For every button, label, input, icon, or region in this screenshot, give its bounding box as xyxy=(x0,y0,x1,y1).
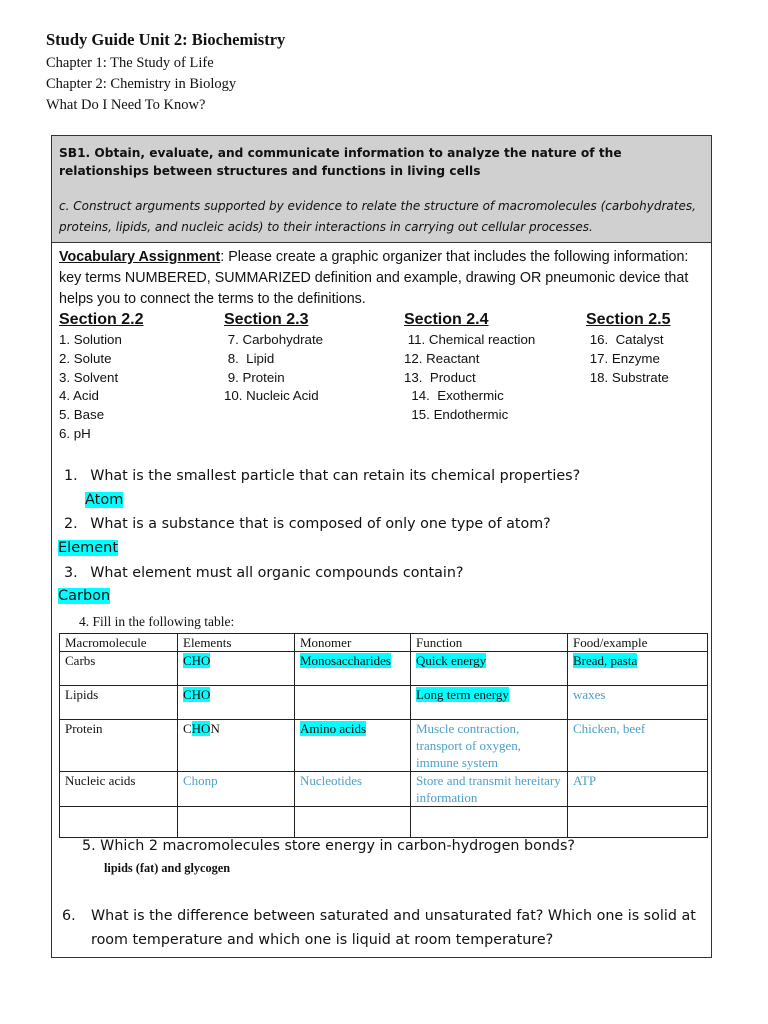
term: 4. Acid xyxy=(59,388,99,404)
question-text: What is the difference between saturated and unsaturated fat? Which one is solid at room temperature and which one is liquid at room temperature? xyxy=(91,908,696,948)
vocabulary-text: : Please create a graphic organizer that includes the following information: key terms NUMBERED, SUMMARIZED definition and example, drawing OR pneumonic device that helps you to connect the terms to the definitions. xyxy=(59,249,689,307)
term: 15. Endothermic xyxy=(404,407,509,423)
table-row-empty xyxy=(60,807,708,838)
cell-text: Long term energy xyxy=(416,687,509,702)
cell-text: Amino acids xyxy=(300,721,367,736)
cell-name: Lipids xyxy=(60,686,178,720)
cell-elements xyxy=(178,686,295,720)
term: 12. Reactant xyxy=(404,350,480,366)
standard-block xyxy=(52,136,711,243)
term: 10. Nucleic Acid xyxy=(224,388,319,404)
term: 3. Solvent xyxy=(59,369,119,385)
term: 5. Base xyxy=(59,407,105,423)
term: 7. Carbohydrate xyxy=(224,332,324,347)
vocabulary-assignment xyxy=(59,247,699,310)
macromolecule-table xyxy=(59,633,708,838)
table-header-row xyxy=(60,634,708,652)
term: 6. pH xyxy=(59,425,91,441)
section-title: Section 2.2 xyxy=(59,311,144,328)
answer-1: Atom xyxy=(85,492,124,508)
table-row xyxy=(60,720,708,772)
table-row xyxy=(60,772,708,807)
table-row xyxy=(60,686,708,720)
cell-food: Chicken, beef xyxy=(568,720,708,772)
question-number: 2. xyxy=(64,516,78,532)
standard-sb1c: c. Construct arguments supported by evidence to relate the structure of macromolecules (carbohydrates, proteins, lipids, and nucleic acids) to their interactions in carrying out cellular processes. xyxy=(59,199,696,234)
cell-empty xyxy=(178,807,295,838)
section-2-4 xyxy=(404,311,535,425)
question-1 xyxy=(64,468,580,484)
question-4-label: 4. Fill in the following table: xyxy=(79,614,235,629)
header-monomer: Monomer xyxy=(295,634,411,652)
term: 18. Substrate xyxy=(586,369,669,385)
answer-2: Element xyxy=(58,540,119,556)
cell-text: CHO xyxy=(183,653,211,668)
question-2 xyxy=(64,516,551,532)
cell-monomer: Nucleotides xyxy=(295,772,411,807)
header-macromolecule: Macromolecule xyxy=(60,634,178,652)
section-2-5 xyxy=(586,311,670,387)
answer-5: lipids (fat) and glycogen xyxy=(104,861,231,875)
question-text: What is the smallest particle that can retain its chemical properties? xyxy=(90,468,581,484)
cell-empty xyxy=(295,807,411,838)
document-header xyxy=(46,30,285,116)
cell-monomer xyxy=(295,720,411,772)
cell-text: Quick energy xyxy=(416,653,487,668)
cell-function: Store and transmit hereitary information xyxy=(411,772,568,807)
question-text: What is a substance that is composed of only one type of atom? xyxy=(90,516,551,532)
header-elements: Elements xyxy=(178,634,295,652)
answer-3: Carbon xyxy=(58,588,111,604)
term: 17. Enzyme xyxy=(586,350,660,366)
term: 11. Chemical reaction xyxy=(404,332,536,347)
cell-text: Monosaccharides xyxy=(300,653,391,668)
cell-food: ATP xyxy=(568,772,708,807)
section-2-3 xyxy=(224,311,323,406)
cell-name: Carbs xyxy=(60,652,178,686)
question-6 xyxy=(62,904,702,952)
section-2-2 xyxy=(59,311,143,444)
term: 16. Catalyst xyxy=(586,332,664,347)
cell-name: Nucleic acids xyxy=(60,772,178,807)
cell-function xyxy=(411,652,568,686)
cell-food: waxes xyxy=(568,686,708,720)
question-5: 5. Which 2 macromolecules store energy in carbon-hydrogen bonds? xyxy=(82,838,576,854)
cell-empty xyxy=(411,807,568,838)
cell-name: Protein xyxy=(60,720,178,772)
term: 1. Solution xyxy=(59,332,122,347)
cell-monomer xyxy=(295,652,411,686)
header-food-example: Food/example xyxy=(568,634,708,652)
study-guide-box xyxy=(51,135,712,958)
question-number: 3. xyxy=(64,565,78,581)
cell-function: Muscle contraction, transport of oxygen, immune system xyxy=(411,720,568,772)
term: 13. Product xyxy=(404,369,476,385)
section-title: Section 2.5 xyxy=(586,311,671,328)
question-text: What element must all organic compounds contain? xyxy=(90,565,464,581)
cell-text: CHO xyxy=(183,687,211,702)
cell-elements xyxy=(178,720,295,772)
chapter-1-line: Chapter 1: The Study of Life xyxy=(46,55,214,71)
cell-empty xyxy=(60,807,178,838)
term: 9. Protein xyxy=(224,369,285,385)
standard-sb1: SB1. Obtain, evaluate, and communicate information to analyze the nature of the relationships between structures and functions in living cells xyxy=(59,146,622,178)
page-title: Study Guide Unit 2: Biochemistry xyxy=(46,30,286,49)
cell-function xyxy=(411,686,568,720)
cell-text: C xyxy=(183,721,192,736)
cell-monomer xyxy=(295,686,411,720)
cell-text-highlight: HO xyxy=(191,721,211,736)
cell-text: N xyxy=(210,721,220,736)
question-3 xyxy=(64,565,464,581)
cell-elements xyxy=(178,652,295,686)
cell-elements: Chonp xyxy=(178,772,295,807)
section-title: Section 2.4 xyxy=(404,311,489,328)
chapter-2-line: Chapter 2: Chemistry in Biology xyxy=(46,76,237,92)
table-row xyxy=(60,652,708,686)
section-title: Section 2.3 xyxy=(224,311,309,328)
cell-food xyxy=(568,652,708,686)
header-function: Function xyxy=(411,634,568,652)
question-number: 6. xyxy=(62,908,76,924)
need-to-know-line: What Do I Need To Know? xyxy=(46,97,206,113)
cell-empty xyxy=(568,807,708,838)
question-number: 1. xyxy=(64,468,78,484)
term: 14. Exothermic xyxy=(404,388,504,404)
vocabulary-label: Vocabulary Assignment xyxy=(59,249,221,265)
cell-text: Bread, pasta xyxy=(573,653,638,668)
term: 2. Solute xyxy=(59,350,112,366)
term: 8. Lipid xyxy=(224,350,275,366)
